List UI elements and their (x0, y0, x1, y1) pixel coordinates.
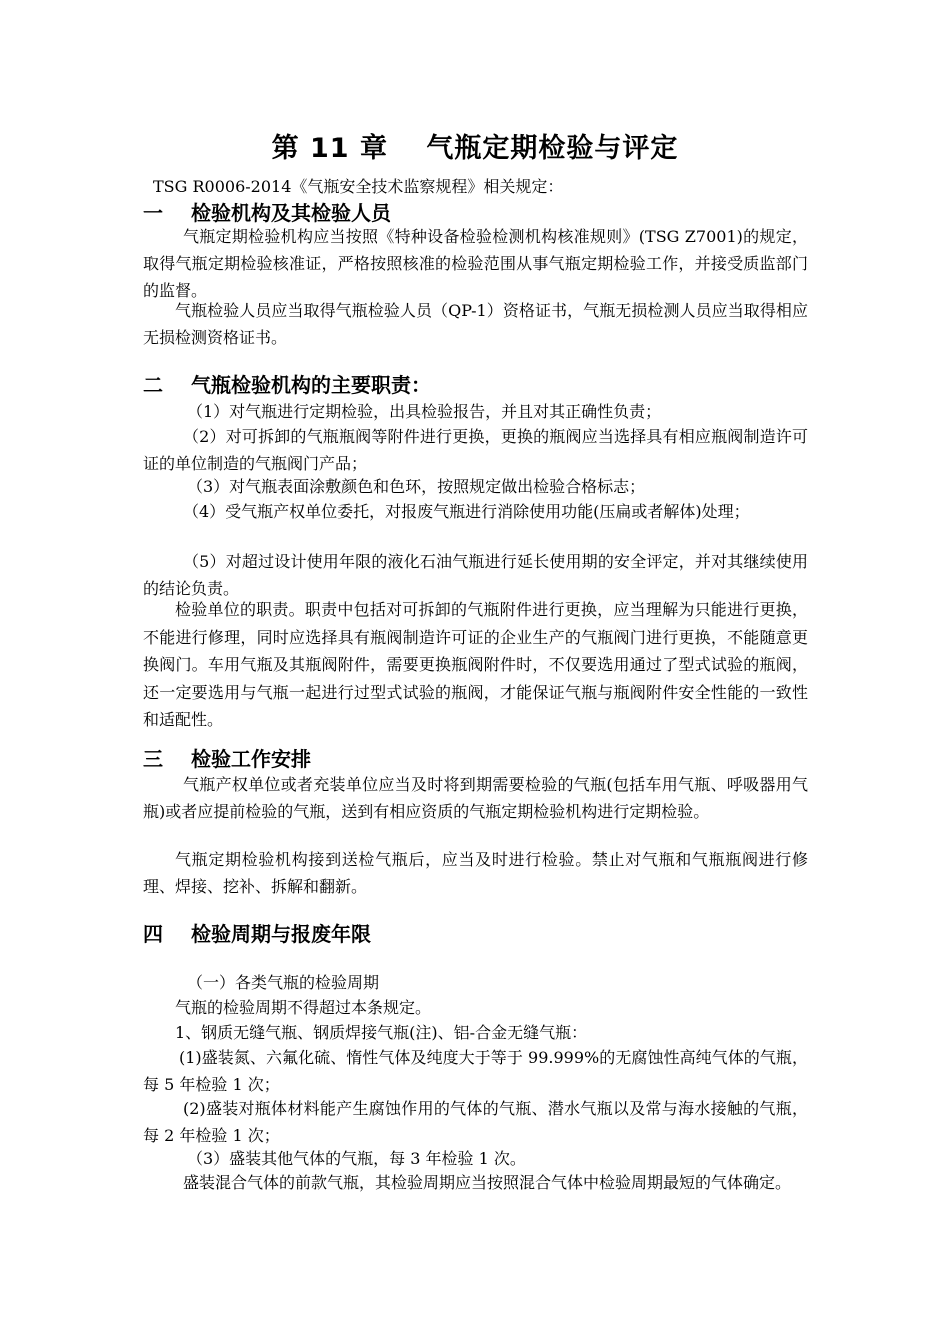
section-number: 一 (143, 201, 163, 225)
paragraph: 气瓶检验人员应当取得气瓶检验人员（QP-1）资格证书，气瓶无损检测人员应当取得相应无损检测资格证书。 (143, 301, 808, 347)
paragraph: 1、钢质无缝气瓶、钢质焊接气瓶(注)、铝-合金无缝气瓶： (175, 1023, 588, 1042)
list-item: (2)盛装对瓶体材料能产生腐蚀作用的气体的气瓶、潜水气瓶以及常与海水接触的气瓶，每 2 年检验 1 次； (143, 1099, 808, 1145)
list-item: （1）对气瓶进行定期检验，出具检验报告，并且对其正确性负责； (187, 402, 662, 421)
section-title: 气瓶检验机构的主要职责： (191, 373, 431, 397)
paragraph: 盛装混合气体的前款气瓶，其检验周期应当按照混合气体中检验周期最短的气体确定。 (183, 1173, 792, 1192)
section-title: 检验工作安排 (191, 747, 311, 771)
section-heading-2 (143, 370, 431, 400)
list-item: （2）对可拆卸的气瓶瓶阀等附件进行更换，更换的瓶阀应当选择具有相应瓶阀制造许可证的单位制造的气瓶阀门产品； (143, 427, 808, 473)
section-number: 二 (143, 373, 163, 397)
section-title: 检验机构及其检验人员 (191, 201, 391, 225)
list-item: （5）对超过设计使用年限的液化石油气瓶进行延长使用期的安全评定，并对其继续使用的结论负责。 (143, 552, 808, 598)
section-heading-4 (143, 919, 371, 949)
list-item: （3）盛装其他气体的气瓶，每 3 年检验 1 次。 (187, 1149, 526, 1168)
explanatory-note: 检验单位的职责。职责中包括对可拆卸的气瓶附件进行更换，应当理解为只能进行更换，不能进行修理，同时应选择具有瓶阀制造许可证的企业生产的气瓶阀门进行更换，不能随意更换阀门。车用气瓶及其瓶阀附件，需要更换瓶阀附件时，不仅要选用通过了型式试验的瓶阀，还一定要选用与气瓶一起进行过型式试验的瓶阀，才能保证气瓶与瓶阀附件安全性能的一致性和适配性。 (143, 600, 808, 729)
paragraph: 气瓶产权单位或者充装单位应当及时将到期需要检验的气瓶(包括车用气瓶、呼吸器用气瓶)或者应提前检验的气瓶，送到有相应资质的气瓶定期检验机构进行定期检验。 (143, 775, 808, 821)
regulation-reference: TSG R0006-2014《气瓶安全技术监察规程》相关规定： (153, 177, 564, 196)
subsection-title: （一）各类气瓶的检验周期 (187, 973, 380, 992)
section-number: 三 (143, 747, 163, 771)
section-title: 检验周期与报废年限 (191, 922, 371, 946)
list-item: （3）对气瓶表面涂敷颜色和色环，按照规定做出检验合格标志； (187, 477, 646, 496)
chapter-title: 第 11 章 气瓶定期检验与评定 (271, 133, 679, 164)
paragraph: 气瓶的检验周期不得超过本条规定。 (175, 998, 432, 1017)
list-item: (1)盛装氮、六氟化硫、惰性气体及纯度大于等于 99.999%的无腐蚀性高纯气体的气瓶，每 5 年检验 1 次； (143, 1048, 808, 1094)
section-heading-3 (143, 744, 311, 774)
paragraph: 气瓶定期检验机构应当按照《特种设备检验检测机构核准规则》(TSG Z7001)的规定，取得气瓶定期检验核准证，严格按照核准的检验范围从事气瓶定期检验工作，并接受质监部门的监督。 (143, 227, 808, 300)
section-number: 四 (143, 922, 163, 946)
paragraph: 气瓶定期检验机构接到送检气瓶后，应当及时进行检验。禁止对气瓶和气瓶瓶阀进行修理、焊接、挖补、拆解和翻新。 (143, 850, 808, 896)
list-item: （4）受气瓶产权单位委托，对报废气瓶进行消除使用功能(压扁或者解体)处理； (183, 502, 750, 521)
